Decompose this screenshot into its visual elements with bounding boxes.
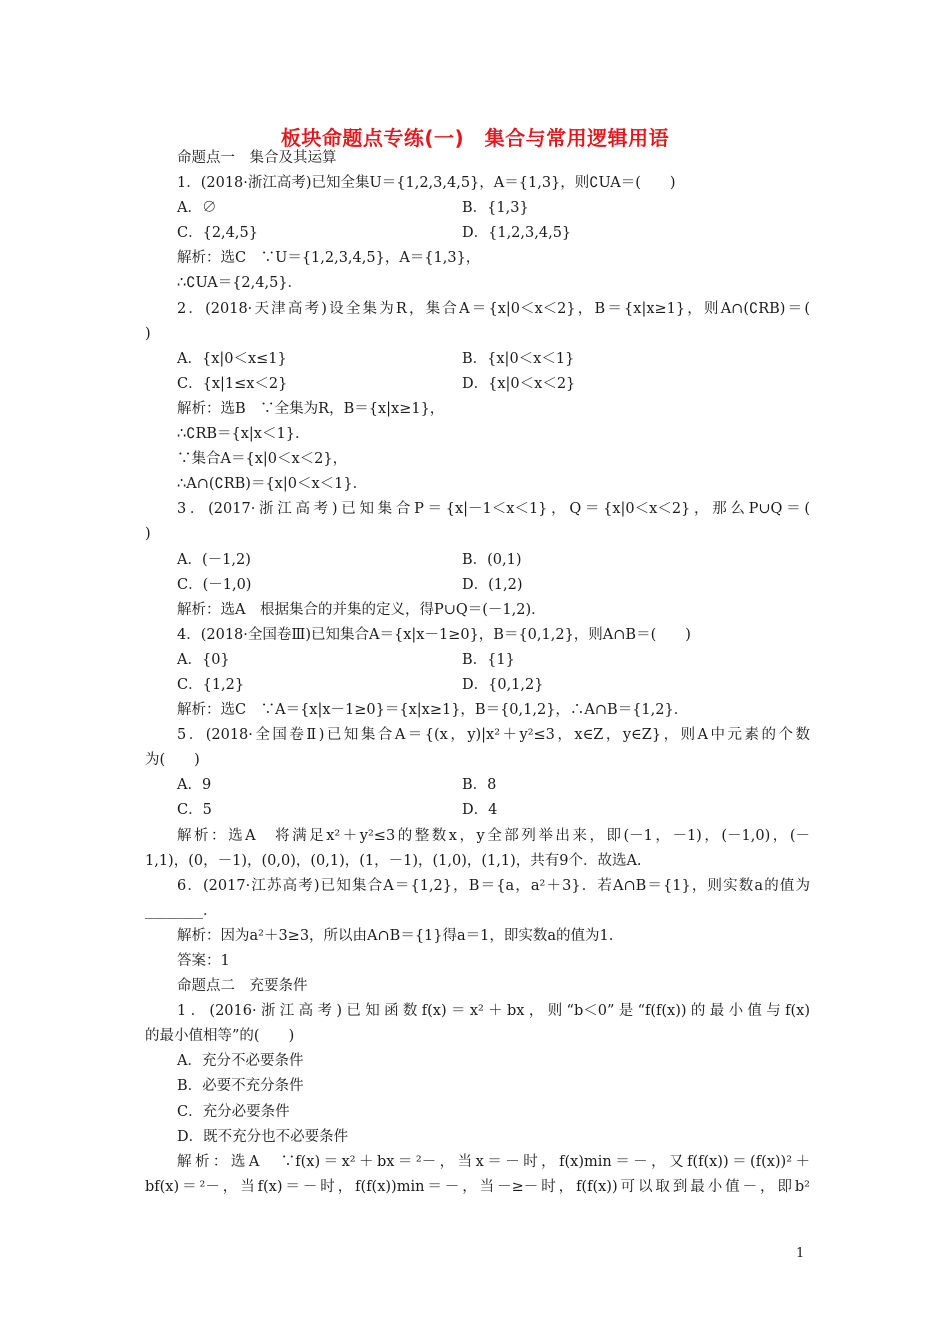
line-text: 1．(2016·浙江高考)已知函数f(x)＝x²＋bx，则“b＜0”是“f(f(x))的最小值与f(x)	[177, 1003, 810, 1020]
line-text: 6．(2017·江苏高考)已知集合A＝{1,2}，B＝{a，a²＋3}．若A∩B＝{1}，则实数a的值为	[177, 877, 810, 894]
text-line	[145, 497, 810, 522]
text-line	[145, 171, 810, 196]
line-text: 解析：选C ∵A＝{x|x－1≥0}＝{x|x≥1}，B＝{0,1,2}，∴A∩B＝{1,2}．	[177, 702, 689, 719]
text-line	[145, 347, 810, 372]
text-line	[145, 1024, 810, 1049]
line-text: 解析：选C ∵U＝{1,2,3,4,5}，A＝{1,3}，	[177, 250, 481, 267]
text-line	[145, 924, 810, 949]
text-line	[145, 196, 810, 221]
text-line	[145, 623, 810, 648]
option-left: A．9	[177, 777, 212, 794]
option-right: B．{1}	[462, 651, 515, 668]
option-right: D．{x|0＜x＜2}	[462, 375, 576, 392]
line-text: 解析：选A 根据集合的并集的定义，得P∪Q＝(－1,2)．	[177, 601, 546, 618]
line-text: C．充分必要条件	[177, 1103, 290, 1120]
line-text: ∵集合A＝{x|0＜x＜2}，	[177, 451, 348, 468]
text-line	[145, 648, 810, 673]
line-text: 1．(2018·浙江高考)已知全集U＝{1,2,3,4,5}，A＝{1,3}，则∁UA＝( )	[177, 175, 676, 192]
option-left: A．(－1,2)	[177, 551, 251, 568]
line-text: 解析：选A ∵f(x)＝x²＋bx＝²－，当x＝－时，f(x)min＝－，又f(f(x))＝(f(x))²＋	[177, 1153, 810, 1170]
text-line	[145, 472, 810, 497]
text-line	[145, 297, 810, 322]
option-left: A．{x|0＜x≤1}	[177, 350, 287, 367]
text-line	[145, 824, 810, 849]
option-right: B．(0,1)	[462, 551, 522, 568]
option-left: C．{2,4,5}	[177, 225, 258, 242]
page-title: 板块命题点专练(一) 集合与常用逻辑用语	[280, 126, 670, 150]
text-line	[145, 146, 810, 171]
text-line	[145, 798, 810, 823]
line-text: ________．	[145, 902, 218, 919]
line-text: B．必要不充分条件	[177, 1078, 304, 1095]
text-line	[145, 899, 810, 924]
line-text: bf(x)＝²－，当f(x)＝－时，f(f(x))min＝－，当－≥－时，f(f(x))可以取到最小值－，即b²	[145, 1178, 810, 1195]
text-line	[145, 849, 810, 874]
text-line	[145, 974, 810, 999]
text-line	[145, 1175, 810, 1200]
option-left: C．(－1,0)	[177, 576, 252, 593]
text-line	[145, 748, 810, 773]
line-text: 的最小值相等”的( )	[145, 1028, 295, 1045]
text-line	[145, 1125, 810, 1150]
text-line	[145, 673, 810, 698]
line-text: D．既不充分也不必要条件	[177, 1128, 349, 1145]
line-text: 2．(2018·天津高考)设全集为R，集合A＝{x|0＜x＜2}，B＝{x|x≥1}，则A∩(∁RB)＝(	[177, 300, 810, 317]
line-text: 5．(2018·全国卷Ⅱ)已知集合A＝{(x，y)|x²＋y²≤3，x∈Z，y∈Z}，则A中元素的个数	[177, 727, 810, 744]
option-right: D．(1,2)	[462, 576, 523, 593]
text-line	[145, 723, 810, 748]
line-text: 答案：1	[177, 953, 230, 969]
option-left: C．{1,2}	[177, 676, 245, 693]
text-line	[145, 372, 810, 397]
line-text: 1,1)，(0，－1)，(0,0)，(0,1)，(1，－1)，(1,0)，(1,1)，共有9个．故选A.	[145, 852, 642, 869]
text-line	[145, 874, 810, 899]
option-right: B．8	[462, 777, 497, 794]
text-line	[145, 246, 810, 271]
text-line	[145, 949, 810, 974]
line-text: A．充分不必要条件	[177, 1053, 304, 1070]
text-line	[145, 698, 810, 723]
text-line	[145, 271, 810, 296]
text-line	[145, 397, 810, 422]
text-line	[145, 422, 810, 447]
page-number: 1	[796, 1246, 805, 1261]
text-line	[145, 221, 810, 246]
option-left: A．{0}	[177, 651, 230, 668]
text-line	[145, 1074, 810, 1099]
line-text: 4．(2018·全国卷Ⅲ)已知集合A＝{x|x－1≥0}，B＝{0,1,2}，则A∩B＝( )	[177, 626, 691, 643]
option-right: D．4	[462, 802, 498, 819]
document-body	[145, 146, 810, 1200]
option-right: D．{0,1,2}	[462, 676, 544, 693]
line-text: )	[145, 526, 151, 543]
text-line	[145, 522, 810, 547]
line-text: ∴∁RB＝{x|x＜1}．	[177, 426, 310, 443]
text-line	[145, 322, 810, 347]
text-line	[145, 598, 810, 623]
line-text: 3．(2017·浙江高考)已知集合P＝{x|－1＜x＜1}，Q＝{x|0＜x＜2}，那么P∪Q＝(	[177, 501, 810, 518]
text-line	[145, 1100, 810, 1125]
option-left: C．{x|1≤x＜2}	[177, 375, 288, 392]
option-left: A．∅	[177, 200, 217, 217]
line-text: )	[145, 325, 151, 342]
option-right: B．{1,3}	[462, 200, 529, 217]
option-left: C．5	[177, 802, 212, 819]
text-line	[145, 548, 810, 573]
line-text: 解析：选A 将满足x²＋y²≤3的整数x，y全部列举出来，即(－1，－1)，(－1,0)，(－	[177, 827, 810, 844]
line-text: ∴A∩(∁RB)＝{x|0＜x＜1}．	[177, 476, 368, 493]
line-text: 解析：因为a²＋3≥3，所以由A∩B＝{1}得a＝1，即实数a的值为1.	[177, 927, 614, 944]
line-text: ∴∁UA＝{2,4,5}．	[177, 275, 303, 292]
line-text: 命题点二 充要条件	[177, 978, 308, 995]
line-text: 解析：选B ∵全集为R，B＝{x|x≥1}，	[177, 400, 445, 417]
text-line	[145, 1049, 810, 1074]
option-right: D．{1,2,3,4,5}	[462, 225, 572, 242]
line-text: 命题点一 集合及其运算	[177, 150, 337, 166]
text-line	[145, 1150, 810, 1175]
line-text: 为( )	[145, 752, 200, 769]
text-line	[145, 999, 810, 1024]
option-right: B．{x|0＜x＜1}	[462, 350, 575, 367]
text-line	[145, 773, 810, 798]
text-line	[145, 447, 810, 472]
text-line	[145, 573, 810, 598]
